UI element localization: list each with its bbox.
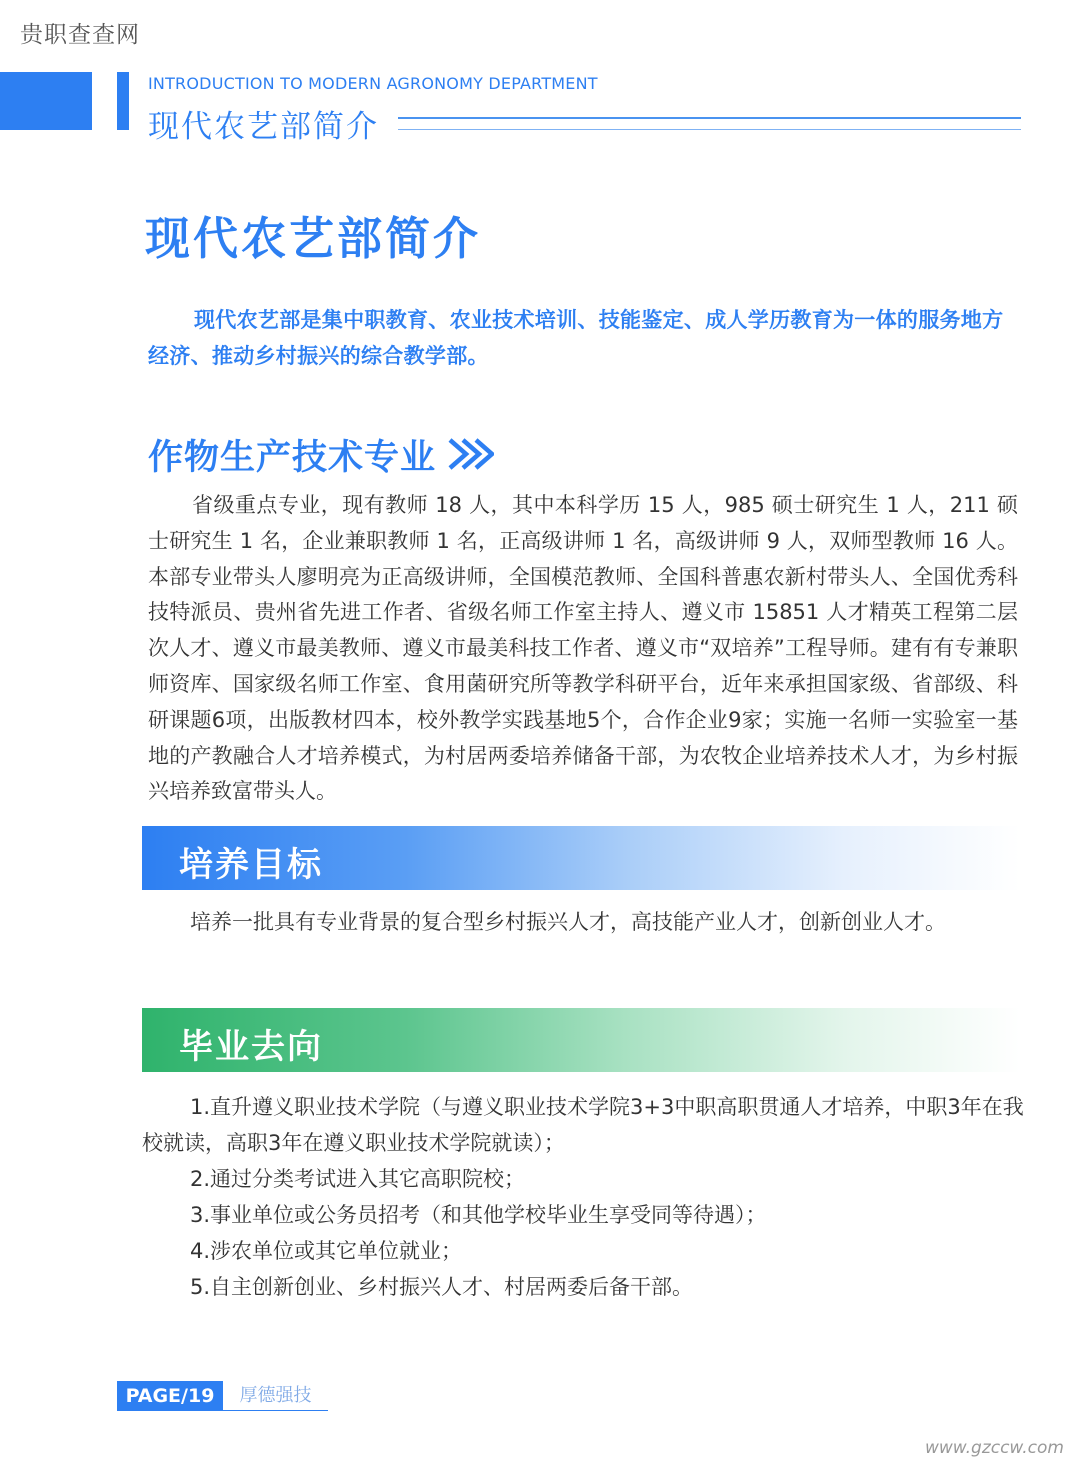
major-description: 省级重点专业，现有教师 18 人，其中本科学历 15 人，985 硕士研究生 1 人，211 硕士研究生 1 名，企业兼职教师 1 名，正高级讲师 1 名，高级讲师 9 人，双师型教师 16 人。本部专业带头人廖明亮为正高级讲师，全国模范教师、全国科普惠农新村带头人、全国优秀科技特派员、贵州省先进工作者、省级名师工作室主持人、遵义市 15851 人才精英工程第二层次人才、遵义市最美教师、遵义市最美科技工作者、遵义市“双培养”工程导师。建有有专兼职师资库、国家级名师工作室、食用菌研究所等教学科研平台，近年来承担国家级、省部级、科研课题6项，出版教材四本，校外教学实践基地5个，合作企业9家；实施一名师一实验室一基地的产教融合人才培养模式，为村居两委培养储备干部，为农牧企业培养技术人才，为乡村振兴培养致富带头人。 [148,493,1018,804]
double-chevron-right-icon [446,434,494,474]
page-number: PAGE/19 [117,1381,223,1411]
goal-banner-title: 培养目标 [179,845,323,885]
career-item: 4.涉农单位或其它单位就业； [190,1239,463,1263]
intro-paragraph: 现代农艺部是集中职教育、农业技术培训、技能鉴定、成人学历教育为一体的服务地方经济、推动乡村振兴的综合教学部。 [148,308,1004,368]
header-chinese-title: 现代农艺部简介 [148,109,379,145]
career-item: 1.直升遵义职业技术学院（与遵义职业技术学院3+3中职高职贯通人才培养，中职3年在我校就读，高职3年在遵义职业技术学院就读）； [142,1095,1024,1155]
header-accent-bar [117,72,129,130]
page-title: 现代农艺部简介 [145,212,482,265]
goal-text: 培养一批具有专业背景的复合型乡村振兴人才，高技能产业人才，创新创业人才。 [190,910,946,934]
career-item: 5.自主创新创业、乡村振兴人才、村居两委后备干部。 [190,1275,694,1299]
goal-banner [142,826,1020,890]
career-item: 2.通过分类考试进入其它高职院校； [190,1167,526,1191]
header-rule-top [398,117,1021,119]
header-english-title: INTRODUCTION TO MODERN AGRONOMY DEPARTMENT [148,74,598,93]
career-banner-title: 毕业去向 [179,1027,323,1067]
site-url-watermark: www.gzccw.com [925,1438,1064,1458]
section-title-crop-production: 作物生产技术专业 [148,438,437,478]
career-list [142,1089,1037,1305]
header-blue-block [0,72,92,130]
school-motto: 厚德强技 [223,1381,328,1411]
header-rule-bottom [398,129,1021,130]
site-watermark: 贵职查查网 [20,22,140,48]
career-item: 3.事业单位或公务员招考（和其他学校毕业生享受同等待遇）； [190,1203,767,1227]
career-banner [142,1008,1020,1072]
